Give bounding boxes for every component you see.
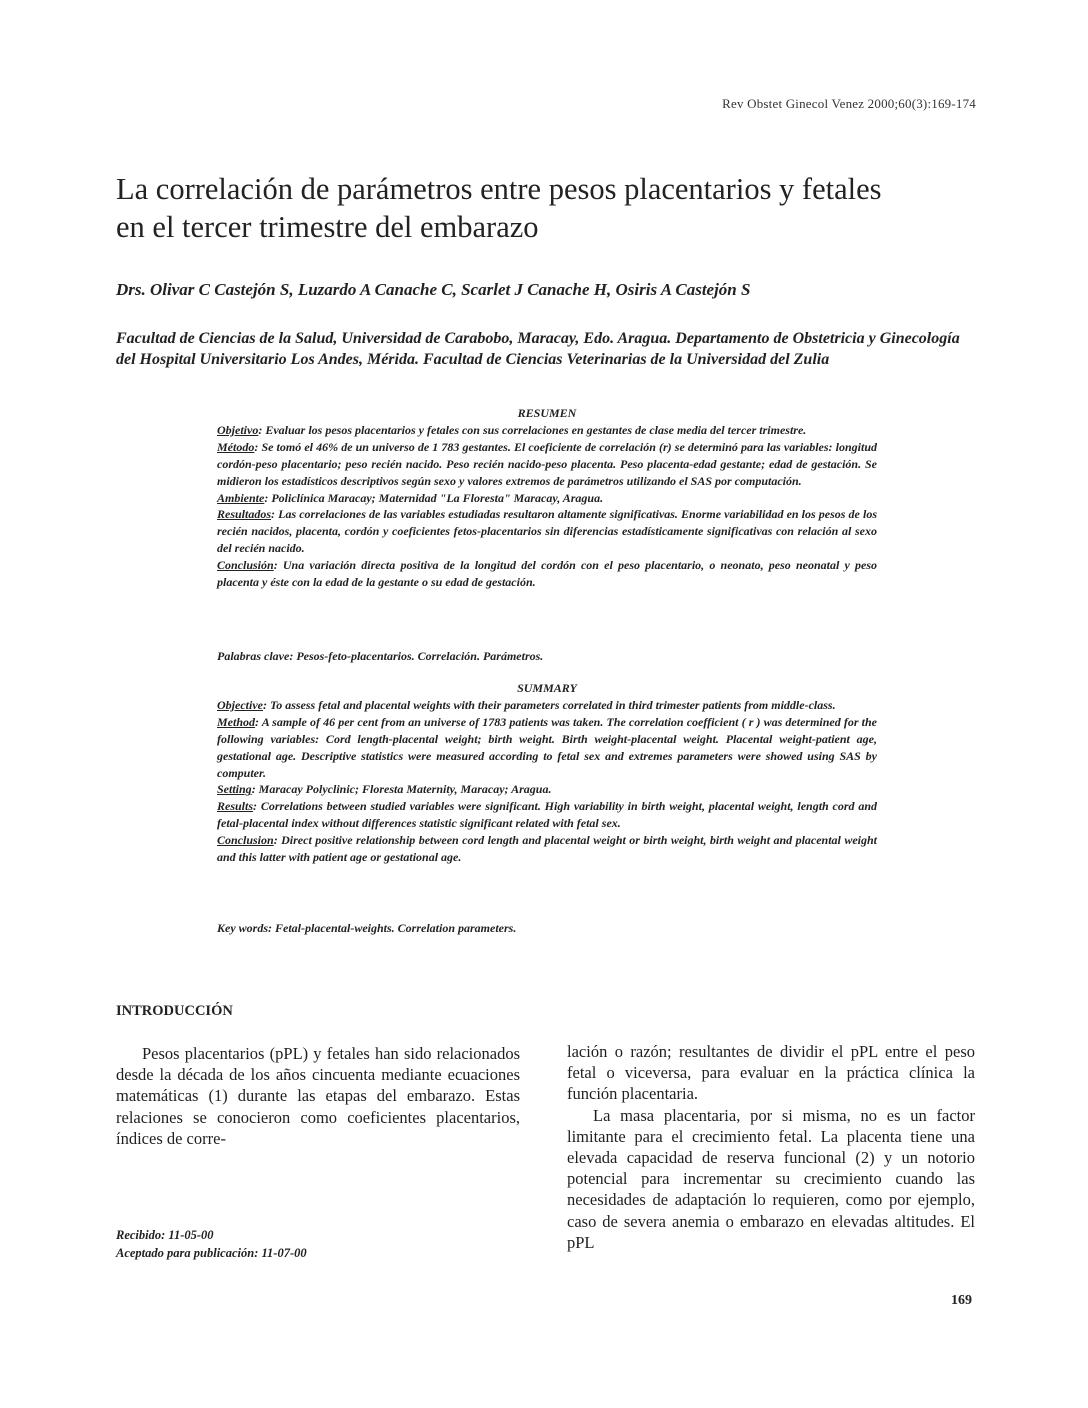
resumen-conclusion-text: : Una variación directa positiva de la longitud del cordón con el peso placentario, o neonato, peso neonatal y peso placenta y éste con la edad de la gestante o su edad de gestación. <box>217 558 877 590</box>
summary-method-text: : A sample of 46 per cent from an universe of 1783 patients was taken. The correlation coefficient ( r ) was determined for the following variables: Cord length-placental weight; birth weight. Birth weight-placental weight. Placental weight-patient age, gestational age. Descriptive statistics were measured according to fetal sex and extremes parameters were showed using SAS by computer. <box>217 714 877 780</box>
key-words: Key words: Fetal-placental-weights. Correlation parameters. <box>217 921 517 935</box>
summary-conclusion-label: Conclusion <box>217 833 274 848</box>
summary-block <box>217 680 877 866</box>
resumen-objetivo-text: : Evaluar los pesos placentarios y fetales con sus correlaciones en gestantes de clase media del tercer trimestre. <box>258 422 807 437</box>
resumen-resultados-label: Resultados <box>217 507 272 522</box>
summary-setting-label: Setting <box>217 782 252 797</box>
authors: Drs. Olivar C Castejón S, Luzardo A Canache C, Scarlet J Canache H, Osiris A Castejón S <box>116 280 751 299</box>
resumen-objetivo <box>217 422 877 439</box>
resumen-metodo-text: : Se tomó el 46% de un universo de 1 783 gestantes. El coeficiente de correlación (r) se determinó para las variables: longitud cordón-peso placentario; peso recién nacido. Peso recién nacido-peso placenta. Peso placenta-edad gestante; edad de gestación. Se midieron los estadísticos descriptivos según sexo y valores extremos de parámetros utilizando el SAS por computación. <box>217 439 877 488</box>
summary-setting-text: : Maracay Polyclinic; Floresta Maternity, Maracay; Aragua. <box>251 782 552 797</box>
section-heading-introduccion: INTRODUCCIÓN <box>116 1003 233 1019</box>
affiliation: Facultad de Ciencias de la Salud, Universidad de Carabobo, Maracay, Edo. Aragua. Departamento de Obstetricia y Ginecología del Hospital Universitario Los Andes, Mérida. Facultad de Ciencias Veterinarias de la Universidad del Zulia <box>116 330 960 368</box>
summary-setting <box>217 781 877 798</box>
resumen-metodo-label: Método <box>217 439 255 454</box>
intro-paragraph-2: La masa placentaria, por si misma, no es un factor limitante para el crecimiento fetal. La placenta tiene una elevada capacidad de reserva funcional (2) y un notorio potencial para incrementar su crecimiento cuando las necesidades de adaptación lo requieren, como por ejemplo, caso de severa anemia o embarazo en elevadas altitudes. El pPL <box>567 1105 975 1252</box>
resumen-ambiente <box>217 490 877 507</box>
summary-method-label: Method <box>217 714 256 729</box>
resumen-conclusion <box>217 557 877 591</box>
resumen-heading: RESUMEN <box>517 406 577 420</box>
article-title <box>116 170 976 246</box>
summary-method <box>217 714 877 782</box>
summary-conclusion <box>217 832 877 866</box>
resumen-objetivo-label: Objetivo <box>217 422 259 437</box>
received-date: Recibido: 11-05-00 <box>116 1228 214 1242</box>
resumen-conclusion-label: Conclusión <box>217 558 274 573</box>
intro-paragraph-1-continued: lación o razón; resultantes de dividir el pPL entre el peso fetal o viceversa, para evaluar en la práctica clínica la función placentaria. <box>567 1042 975 1104</box>
resumen-metodo <box>217 439 877 490</box>
summary-objective-text: : To assess fetal and placental weights with their parameters correlated in third trimester patients from middle-class. <box>262 697 836 712</box>
summary-objective-label: Objective <box>217 697 263 712</box>
article-title-line-1: La correlación de parámetros entre pesos placentarios y fetales <box>116 172 882 206</box>
body-column-right <box>567 1041 975 1253</box>
summary-objective <box>217 697 877 714</box>
accepted-date: Aceptado para publicación: 11-07-00 <box>116 1246 307 1260</box>
submission-dates <box>116 1226 307 1262</box>
journal-reference: Rev Obstet Ginecol Venez 2000;60(3):169-174 <box>722 96 976 111</box>
resumen-ambiente-text: : Policlínica Maracay; Maternidad "La Floresta" Maracay, Aragua. <box>264 490 604 505</box>
palabras-clave: Palabras clave: Pesos-feto-placentarios. Correlación. Parámetros. <box>217 649 544 663</box>
article-title-line-2: en el tercer trimestre del embarazo <box>116 210 539 244</box>
body-column-left <box>116 1043 520 1149</box>
summary-heading: SUMMARY <box>517 681 577 695</box>
page-number: 169 <box>951 1293 972 1308</box>
summary-results <box>217 798 877 832</box>
resumen-resultados <box>217 506 877 557</box>
resumen-ambiente-label: Ambiente <box>217 490 265 505</box>
resumen-block <box>217 405 877 591</box>
resumen-resultados-text: : Las correlaciones de las variables estudiadas resultaron altamente significativas. Enorme variabilidad en los pesos de los recién nacidos, placenta, cordón y coeficientes fetos-placentarios sin diferencias estadísticamente significativas con relación al sexo del recién nacido. <box>217 507 877 556</box>
summary-conclusion-text: : Direct positive relationship between cord length and placental weight or birth weight, birth weight and placental weight and this latter with patient age or gestational age. <box>217 833 877 865</box>
summary-results-text: : Correlations between studied variables were significant. High variability in birth weight, placental weight, length cord and fetal-placental index without differences statistic significant related with fetal sex. <box>217 799 877 831</box>
intro-paragraph-1: Pesos placentarios (pPL) y fetales han sido relacionados desde la década de los años cincuenta mediante ecuaciones matemáticas (1) durante las etapas del embarazo. Estas relaciones se conocieron como coeficientes placentarios, índices de corre- <box>116 1044 520 1148</box>
summary-results-label: Results <box>217 799 254 814</box>
